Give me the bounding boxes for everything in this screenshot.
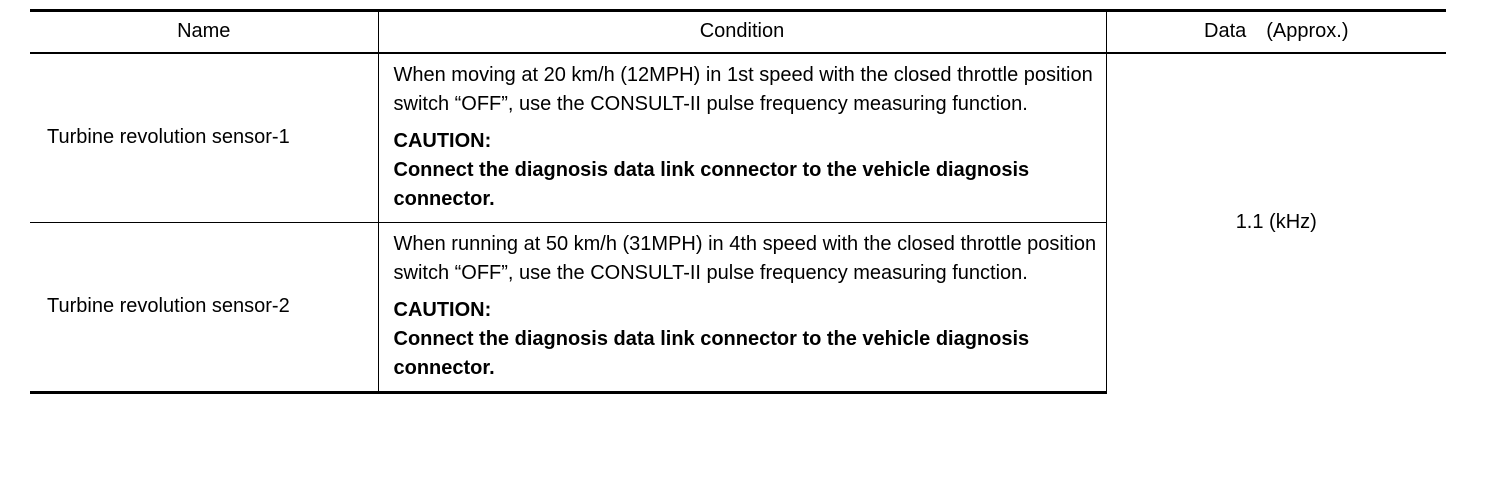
row-condition bbox=[378, 222, 1106, 392]
data-value: 1.1 (kHz) bbox=[1106, 53, 1446, 393]
condition-text: When running at 50 km/h (31MPH) in 4th speed with the closed throttle position switch “OFF”, use the CONSULT-II pulse frequency measuring function. bbox=[393, 232, 1097, 284]
spec-table bbox=[30, 9, 1446, 394]
header-row bbox=[30, 11, 1446, 53]
row-name: Turbine revolution sensor-1 bbox=[30, 53, 378, 223]
header-name: Name bbox=[30, 11, 378, 53]
condition-text: When moving at 20 km/h (12MPH) in 1st speed with the closed throttle position switch “OFF”, use the CONSULT-II pulse frequency measuring function. bbox=[393, 63, 1093, 115]
caution-label: CAUTION: bbox=[393, 129, 492, 152]
header-data: Data (Approx.) bbox=[1106, 11, 1446, 53]
caution-text: Connect the diagnosis data link connector to the vehicle diagnosis connector. bbox=[393, 158, 1030, 210]
caution-label: CAUTION: bbox=[393, 298, 492, 321]
header-condition: Condition bbox=[378, 11, 1106, 53]
row-name: Turbine revolution sensor-2 bbox=[30, 222, 378, 392]
caution-text: Connect the diagnosis data link connector to the vehicle diagnosis connector. bbox=[393, 327, 1030, 379]
row-condition bbox=[378, 53, 1106, 223]
table-row bbox=[30, 53, 1446, 223]
